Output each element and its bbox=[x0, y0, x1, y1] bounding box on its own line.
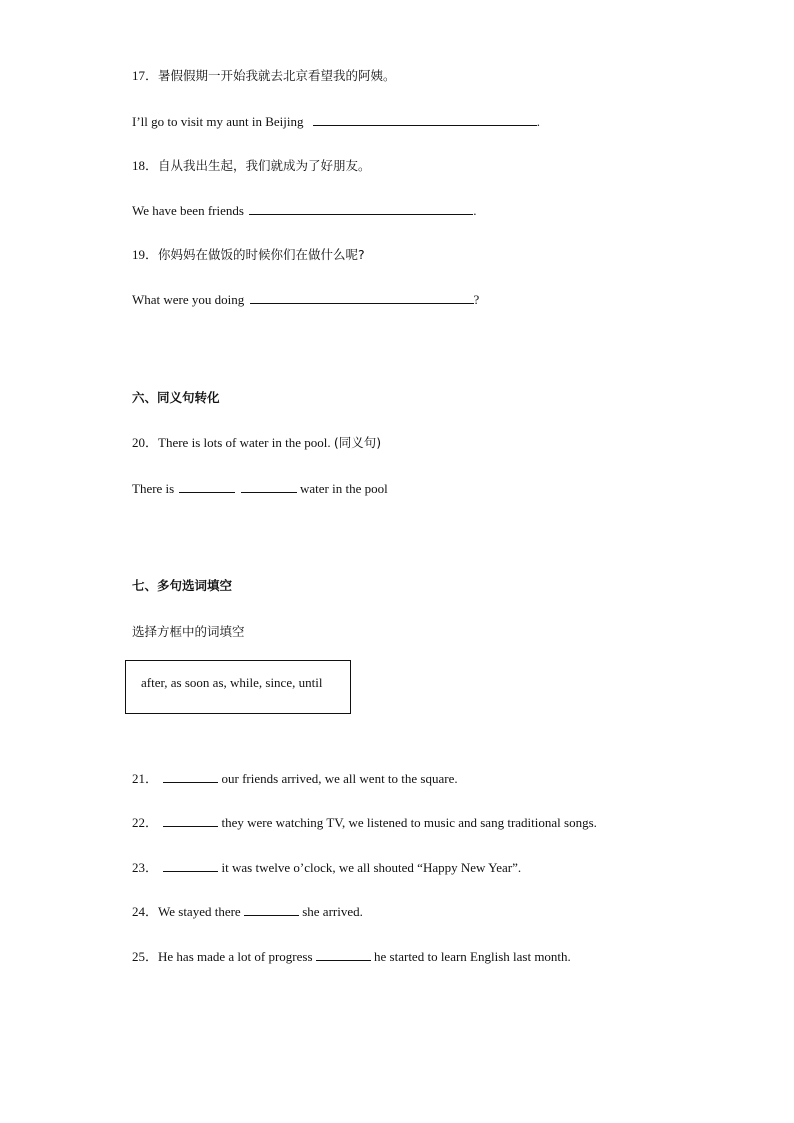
answer-blank[interactable] bbox=[163, 814, 218, 827]
word-bank-box bbox=[125, 660, 351, 714]
answer-blank[interactable] bbox=[163, 770, 218, 783]
question-24 bbox=[132, 903, 363, 920]
question-19-answer-line bbox=[132, 291, 479, 308]
question-21 bbox=[132, 770, 458, 787]
answer-prefix: We have been friends bbox=[132, 203, 244, 218]
question-chinese-text: 你妈妈在做饭的时候你们在做什么呢? bbox=[158, 247, 365, 262]
question-note: (同义句) bbox=[333, 435, 382, 450]
question-number: 25． bbox=[132, 949, 159, 964]
question-23 bbox=[132, 859, 521, 876]
word-bank-text: after, as soon as, while, since, until bbox=[141, 675, 323, 690]
answer-blank[interactable] bbox=[249, 202, 473, 215]
question-text: it was twelve o’clock, we all shouted “Happy New Year”. bbox=[221, 860, 522, 875]
question-17-answer-line bbox=[132, 113, 540, 130]
answer-blank-2[interactable] bbox=[241, 480, 297, 493]
question-number: 24． bbox=[132, 904, 159, 919]
question-22 bbox=[132, 814, 597, 831]
question-18-answer-line bbox=[132, 202, 476, 219]
question-text-after: she arrived. bbox=[302, 904, 363, 919]
answer-suffix: water in the pool bbox=[299, 481, 388, 496]
section-7-instruction: 选择方框中的词填空 bbox=[132, 624, 245, 639]
question-25 bbox=[132, 948, 571, 965]
question-text: There is lots of water in the pool. bbox=[158, 435, 331, 450]
answer-blank[interactable] bbox=[250, 291, 474, 304]
question-text: they were watching TV, we listened to music and sang traditional songs. bbox=[221, 815, 597, 830]
question-number: 19． bbox=[132, 247, 159, 262]
question-number: 17． bbox=[132, 68, 159, 83]
answer-blank[interactable] bbox=[313, 113, 537, 126]
answer-end-punctuation: . bbox=[536, 114, 541, 129]
question-19-prompt bbox=[132, 247, 365, 263]
question-text: our friends arrived, we all went to the square. bbox=[221, 771, 458, 786]
question-text-before: We stayed there bbox=[158, 904, 241, 919]
question-number: 22． bbox=[132, 815, 159, 830]
question-20-prompt bbox=[132, 435, 381, 451]
question-number: 23． bbox=[132, 860, 159, 875]
answer-blank[interactable] bbox=[244, 903, 299, 916]
section-6-heading: 六、同义句转化 bbox=[132, 390, 220, 405]
answer-blank[interactable] bbox=[163, 859, 218, 872]
question-number: 20． bbox=[132, 435, 159, 450]
question-chinese-text: 暑假假期一开始我就去北京看望我的阿姨。 bbox=[158, 68, 396, 83]
question-text-before: He has made a lot of progress bbox=[158, 949, 313, 964]
question-20-answer-line bbox=[132, 480, 388, 497]
answer-blank[interactable] bbox=[316, 948, 371, 961]
question-chinese-text: 自从我出生起，我们就成为了好朋友。 bbox=[158, 158, 371, 173]
question-text-after: he started to learn English last month. bbox=[374, 949, 571, 964]
question-number: 21． bbox=[132, 771, 159, 786]
answer-prefix: What were you doing bbox=[132, 292, 245, 307]
question-number: 18． bbox=[132, 158, 159, 173]
answer-blank-1[interactable] bbox=[179, 480, 235, 493]
answer-prefix: I’ll go to visit my aunt in Beijing bbox=[132, 114, 304, 129]
answer-end-punctuation: . bbox=[473, 203, 477, 218]
section-7-heading: 七、多句选词填空 bbox=[132, 578, 233, 593]
question-18-prompt bbox=[132, 158, 371, 174]
answer-end-punctuation: ? bbox=[473, 292, 480, 307]
question-17-prompt bbox=[132, 68, 396, 84]
answer-prefix: There is bbox=[132, 481, 175, 496]
